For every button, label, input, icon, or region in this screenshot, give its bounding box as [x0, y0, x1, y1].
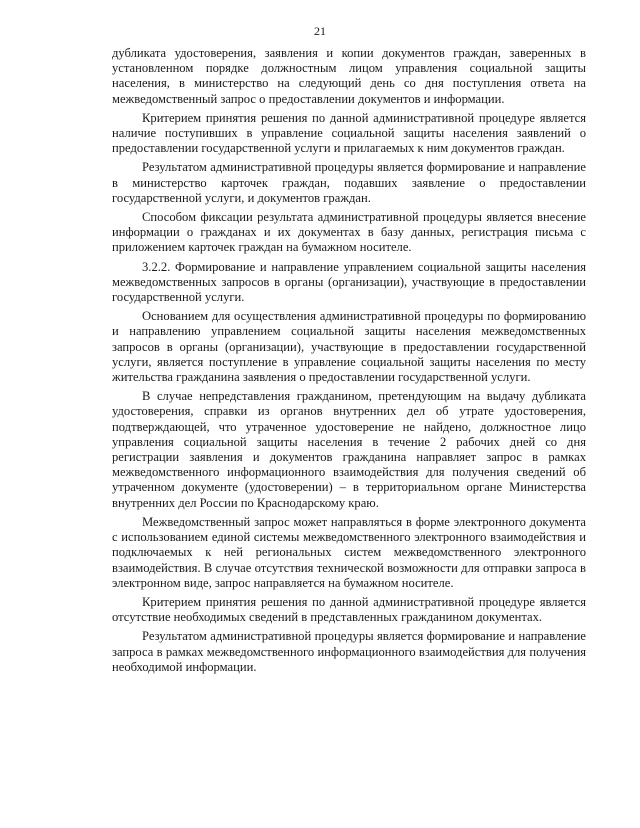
document-body	[112, 46, 586, 679]
paragraph-section-heading: 3.2.2. Формирование и направление управлением социальной защиты населения межведомственных запросов в органы (организации), участвующие в предоставлении государственной услуги.	[112, 259, 586, 305]
paragraph-continuation: дубликата удостоверения, заявления и копии документов граждан, заверенных в установленном порядке должностным лицом управления социальной защиты населения, в министерство на следующий день со дня поступления ответа на межведомственный запрос о предоставлении документов и информации.	[112, 46, 586, 106]
paragraph-basis: Основанием для осуществления административной процедуры по формированию и направлению управлением социальной защиты населения межведомственных запросов в органы (организации), участвующие в предоставлении государственной услуги, является поступление в управление социальной защиты населения по месту жительства гражданина заявления о предоставлении государственной услуги.	[112, 309, 586, 385]
paragraph-result: Результатом административной процедуры является формирование и направление в министерство карточек граждан, подавших заявление о предоставлении государственной услуги, и документов граждан.	[112, 160, 586, 205]
paragraph-fixation: Способом фиксации результата административной процедуры является внесение информации о гражданах и их документах в базу данных, регистрация письма с приложением карточек граждан на бумажном носителе.	[112, 210, 586, 255]
page-number: 21	[314, 24, 326, 38]
paragraph-criterion-2: Критерием принятия решения по данной административной процедуре является отсутствие необходимых сведений в представленных гражданином документах.	[112, 594, 586, 625]
paragraph-interagency-request: Межведомственный запрос может направляться в форме электронного документа с использованием единой системы межведомственного электронного взаимодействия и подключаемых к ней региональных систем межведомственного электронного взаимодействия. В случае отсутствия технической возможности для отправки запроса в электронном виде, запрос направляется на бумажном носителе.	[112, 514, 586, 590]
paragraph-non-submission: В случае непредставления гражданином, претендующим на выдачу дубликата удостоверения, справки из органов внутренних дел об утрате удостоверения, подтверждающей, что утраченное удостоверение не найдено, должностное лицо управления социальной защиты населения в течение 2 рабочих дней со дня регистрации заявления и документов гражданина направляет запрос в рамках межведомственного информационного взаимодействия для получения сведений об утраченном документе (удостоверении) – в территориальном органе Министерства внутренних дел России по Краснодарскому краю.	[112, 389, 586, 510]
paragraph-result-2: Результатом административной процедуры является формирование и направление запроса в рамках межведомственного информационного взаимодействия для получения необходимой информации.	[112, 629, 586, 674]
paragraph-criterion: Критерием принятия решения по данной административной процедуре является наличие поступивших в управление социальной защиты населения заявлений о предоставлении государственной услуги и прилагаемых к ним документов граждан.	[112, 110, 586, 156]
